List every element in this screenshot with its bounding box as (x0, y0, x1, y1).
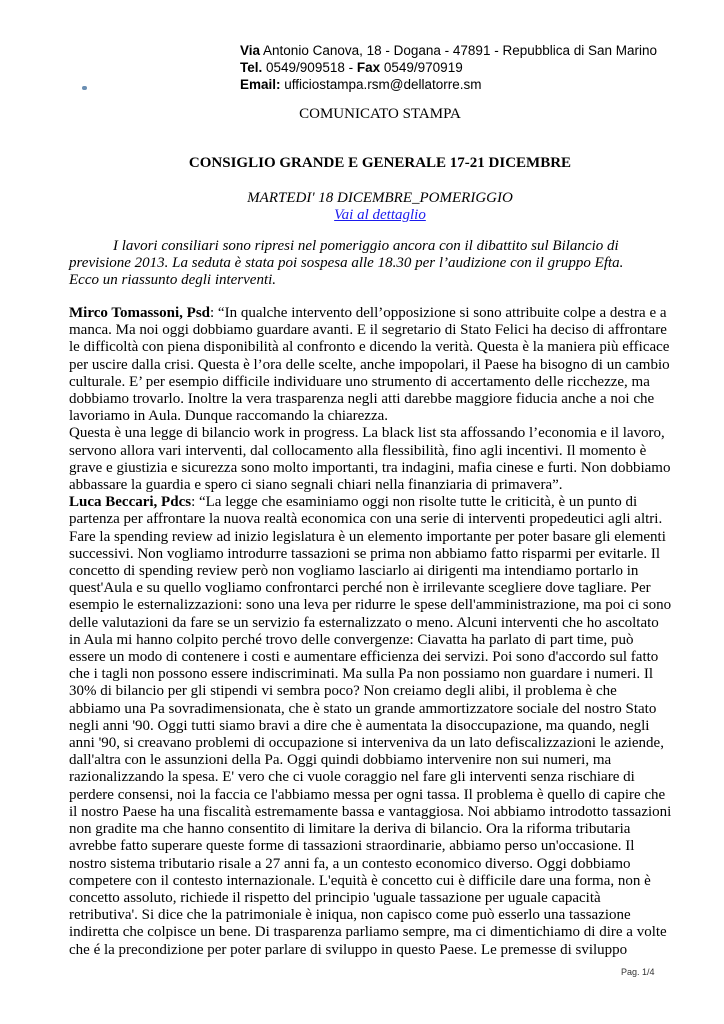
speaker-name: Mirco Tomassoni, Psd (69, 305, 210, 321)
via-label: Via (240, 43, 261, 58)
tel-label: Tel. (240, 60, 263, 75)
text-line: successivi. Non vogliamo introdurre tassazioni se prima non abbiamo fatto risparmi per evitarle. Il (69, 545, 661, 562)
text-line: per uscire dalla crisi. Questa è l’ora delle scelte, anche impopolari, il Paese ha bisogno di un cambio (69, 356, 670, 373)
text-line: razionalizzando la spesa. E' vero che ci vuole coraggio nel fare gli interventi senza rischiare di (69, 769, 635, 786)
document-type: COMUNICATO STAMPA (299, 106, 461, 122)
text-line: abbassare la guardia e spero ci siano segnali chiari nella finanziaria di primavera”. (69, 477, 563, 494)
text-line: concetto assoluto, richiede il rispetto del principio 'uguale tassazione per uguale capacità (69, 889, 601, 906)
text-line: manca. Ma noi oggi dobbiamo guardare avanti. E il segretario di Stato Felici ha deciso di affrontare (69, 322, 667, 339)
text-line: nostro sistema tributario risale a 27 anni fa, a un contesto economico diverso. Oggi dobbiamo (69, 855, 631, 872)
email-value: ufficiostampa.rsm@dellatorre.sm (280, 77, 482, 92)
tel-value: 0549/909518 - (262, 60, 357, 75)
text-line: 30% di bilancio per gli stipendi vi sembra poco? Non creiamo degli alibi, il problema è che (69, 683, 617, 700)
text-line: concetto di spending review però non vogliamo lasciarlo ai dirigenti ma intendiamo portarlo in (69, 563, 639, 580)
document-title: CONSIGLIO GRANDE E GENERALE 17-21 DICEMBRE (188, 155, 572, 171)
email-line (240, 76, 657, 93)
text-line: negli anni '90. Oggi tutti siamo bravi a dire che è aumentata la disoccupazione, ma quando, negli (69, 717, 650, 734)
text-line: dobbiamo trovarlo. Inoltre la vera trasparenza negli atti darebbe maggiore fiducia anche a noi che (69, 391, 655, 408)
text-line: perdere consensi, noi la faccia ce l'abbiamo messa per ogni tassa. Il problema è quello di capire che (69, 786, 666, 803)
text-line: grave e giustizia e sicurezza sono molto importanti, tra indagini, mafia cinese e furti. Non dobbiamo (69, 459, 671, 476)
text-line: anni '90, si creavano problemi di occupazione si interveniva da un lato defiscalizzazioni le aziende, (69, 735, 664, 752)
email-label: Email: (240, 77, 281, 92)
fax-value: 0549/970919 (380, 60, 463, 75)
text-line: che i tagli non possono essere indiscriminati. Ma sulla Pa non possiamo non guardare i numeri. Il (69, 666, 654, 683)
intro-line: previsione 2013. La seduta è stata poi sospesa alle 18.30 per l’audizione con il gruppo Efta. (69, 255, 624, 272)
speaker-line (69, 305, 667, 322)
text-line: che é la precondizione per poter parlare di sviluppo in questo Paese. Le premesse di sviluppo (69, 941, 628, 958)
text-line: : “La legge che esaminiamo oggi non risolte tutte le criticità, è un punto di (191, 494, 638, 511)
text-line: abbiamo una Pa sovradimensionata, che è stato un grande ammortizzatore sociale del nostro Stato (69, 700, 657, 717)
text-line: esempio le esternalizzazioni: sono una leva per ridurre le spese dell'amministrazione, ma poi ci sono (69, 597, 672, 614)
letterhead (240, 42, 657, 93)
text-line: in Aula mi hanno colpito perché trovo delle convergenze: Ciavatta ha parlato di part time, può (69, 631, 634, 648)
text-line: lavoriamo in Aula. Dunque raccomando la chiarezza. (69, 408, 389, 425)
speaker-name: Luca Beccari, Pdcs (69, 494, 192, 511)
fax-label: Fax (356, 60, 381, 75)
detail-link[interactable]: Vai al dettaglio (334, 207, 426, 223)
intro-line: I lavori consiliari sono ripresi nel pomeriggio ancora con il dibattito sul Bilancio di (113, 238, 619, 254)
address-value: Antonio Canova, 18 - Dogana - 47891 - Repubblica di San Marino (260, 43, 658, 58)
detail-link-line (18, 207, 724, 224)
text-line: avrebbe fatto superare queste forme di tassazioni straordinarie, abbiamo perso un'occasione. Il (69, 838, 635, 855)
text-line: : “In qualche intervento dell’opposizione si sono attribuite colpe a destra e a (210, 305, 667, 321)
text-line: il nostro Paese ha una fiscalità estremamente bassa e vantaggiosa. Noi abbiamo introdotto tassazioni (69, 803, 672, 820)
address-line (240, 42, 657, 59)
phone-line (240, 59, 657, 76)
text-line: culturale. E’ per esempio difficile individuare uno strumento di accertamento delle ricchezze, ma (69, 373, 650, 390)
article-body (69, 305, 672, 959)
text-line: le difficoltà con piena disponibilità al confronto e dicendo la verità. Questa è la maniera più efficace (69, 339, 670, 356)
intro-line: Ecco un riassunto degli interventi. (69, 272, 277, 289)
text-line: indiretta che colpisce un bene. Di trasparenza parliamo sempre, ma ci dimentichiamo di dire a volte (69, 924, 667, 941)
speaker-line (69, 494, 661, 511)
text-line: non gradite ma che hanno consentito di limitare la deriva di bilancio. Ora la riforma tributaria (69, 821, 631, 838)
text-line: Questa è una legge di bilancio work in progress. La black list sta affossando l’economia e il lavoro, (69, 425, 665, 442)
text-line: servono allora vari interventi, dal collocamento alla flessibilità, fino agli incentivi. Il momento è (69, 442, 647, 459)
text-line: essere un modo di contenere i costi e aumentare efficienza dei servizi. Poi sono d'accordo sul fatto (69, 649, 659, 666)
intro-paragraph (69, 238, 661, 290)
page-number: Pag. 1/4 (621, 967, 655, 977)
text-line: dall'altra con le assunzioni della Pa. Oggi quindi dobbiamo intervenire non sui numeri, ma (69, 752, 612, 769)
text-line: Fare la spending review ad inizio legislatura è un elemento importante per poter basare gli elementi (69, 528, 666, 545)
session-heading: MARTEDI' 18 DICEMBRE_POMERIGGIO (247, 190, 513, 206)
text-line: quest'Aula e su quello vogliamo confrontarci perché non è irrilevante scegliere dove tagliare. Per (69, 580, 651, 597)
text-line: delle valutazioni da fare se un servizio fa esternalizzato o meno. Alcuni interventi che ho ascoltato (69, 614, 659, 631)
text-line: retributiva'. Si dice che la patrimoniale è iniqua, non capisco come può esserlo una tassazione (69, 907, 631, 924)
bullet-mark (82, 86, 87, 90)
text-line: partenza per affrontare la nuova realtà economica con una serie di interventi propedeutici agli altri. (69, 511, 663, 528)
text-line: competere con il contesto internazionale. L'equità è concetto cui è difficile dare una forma, non è (69, 872, 651, 889)
